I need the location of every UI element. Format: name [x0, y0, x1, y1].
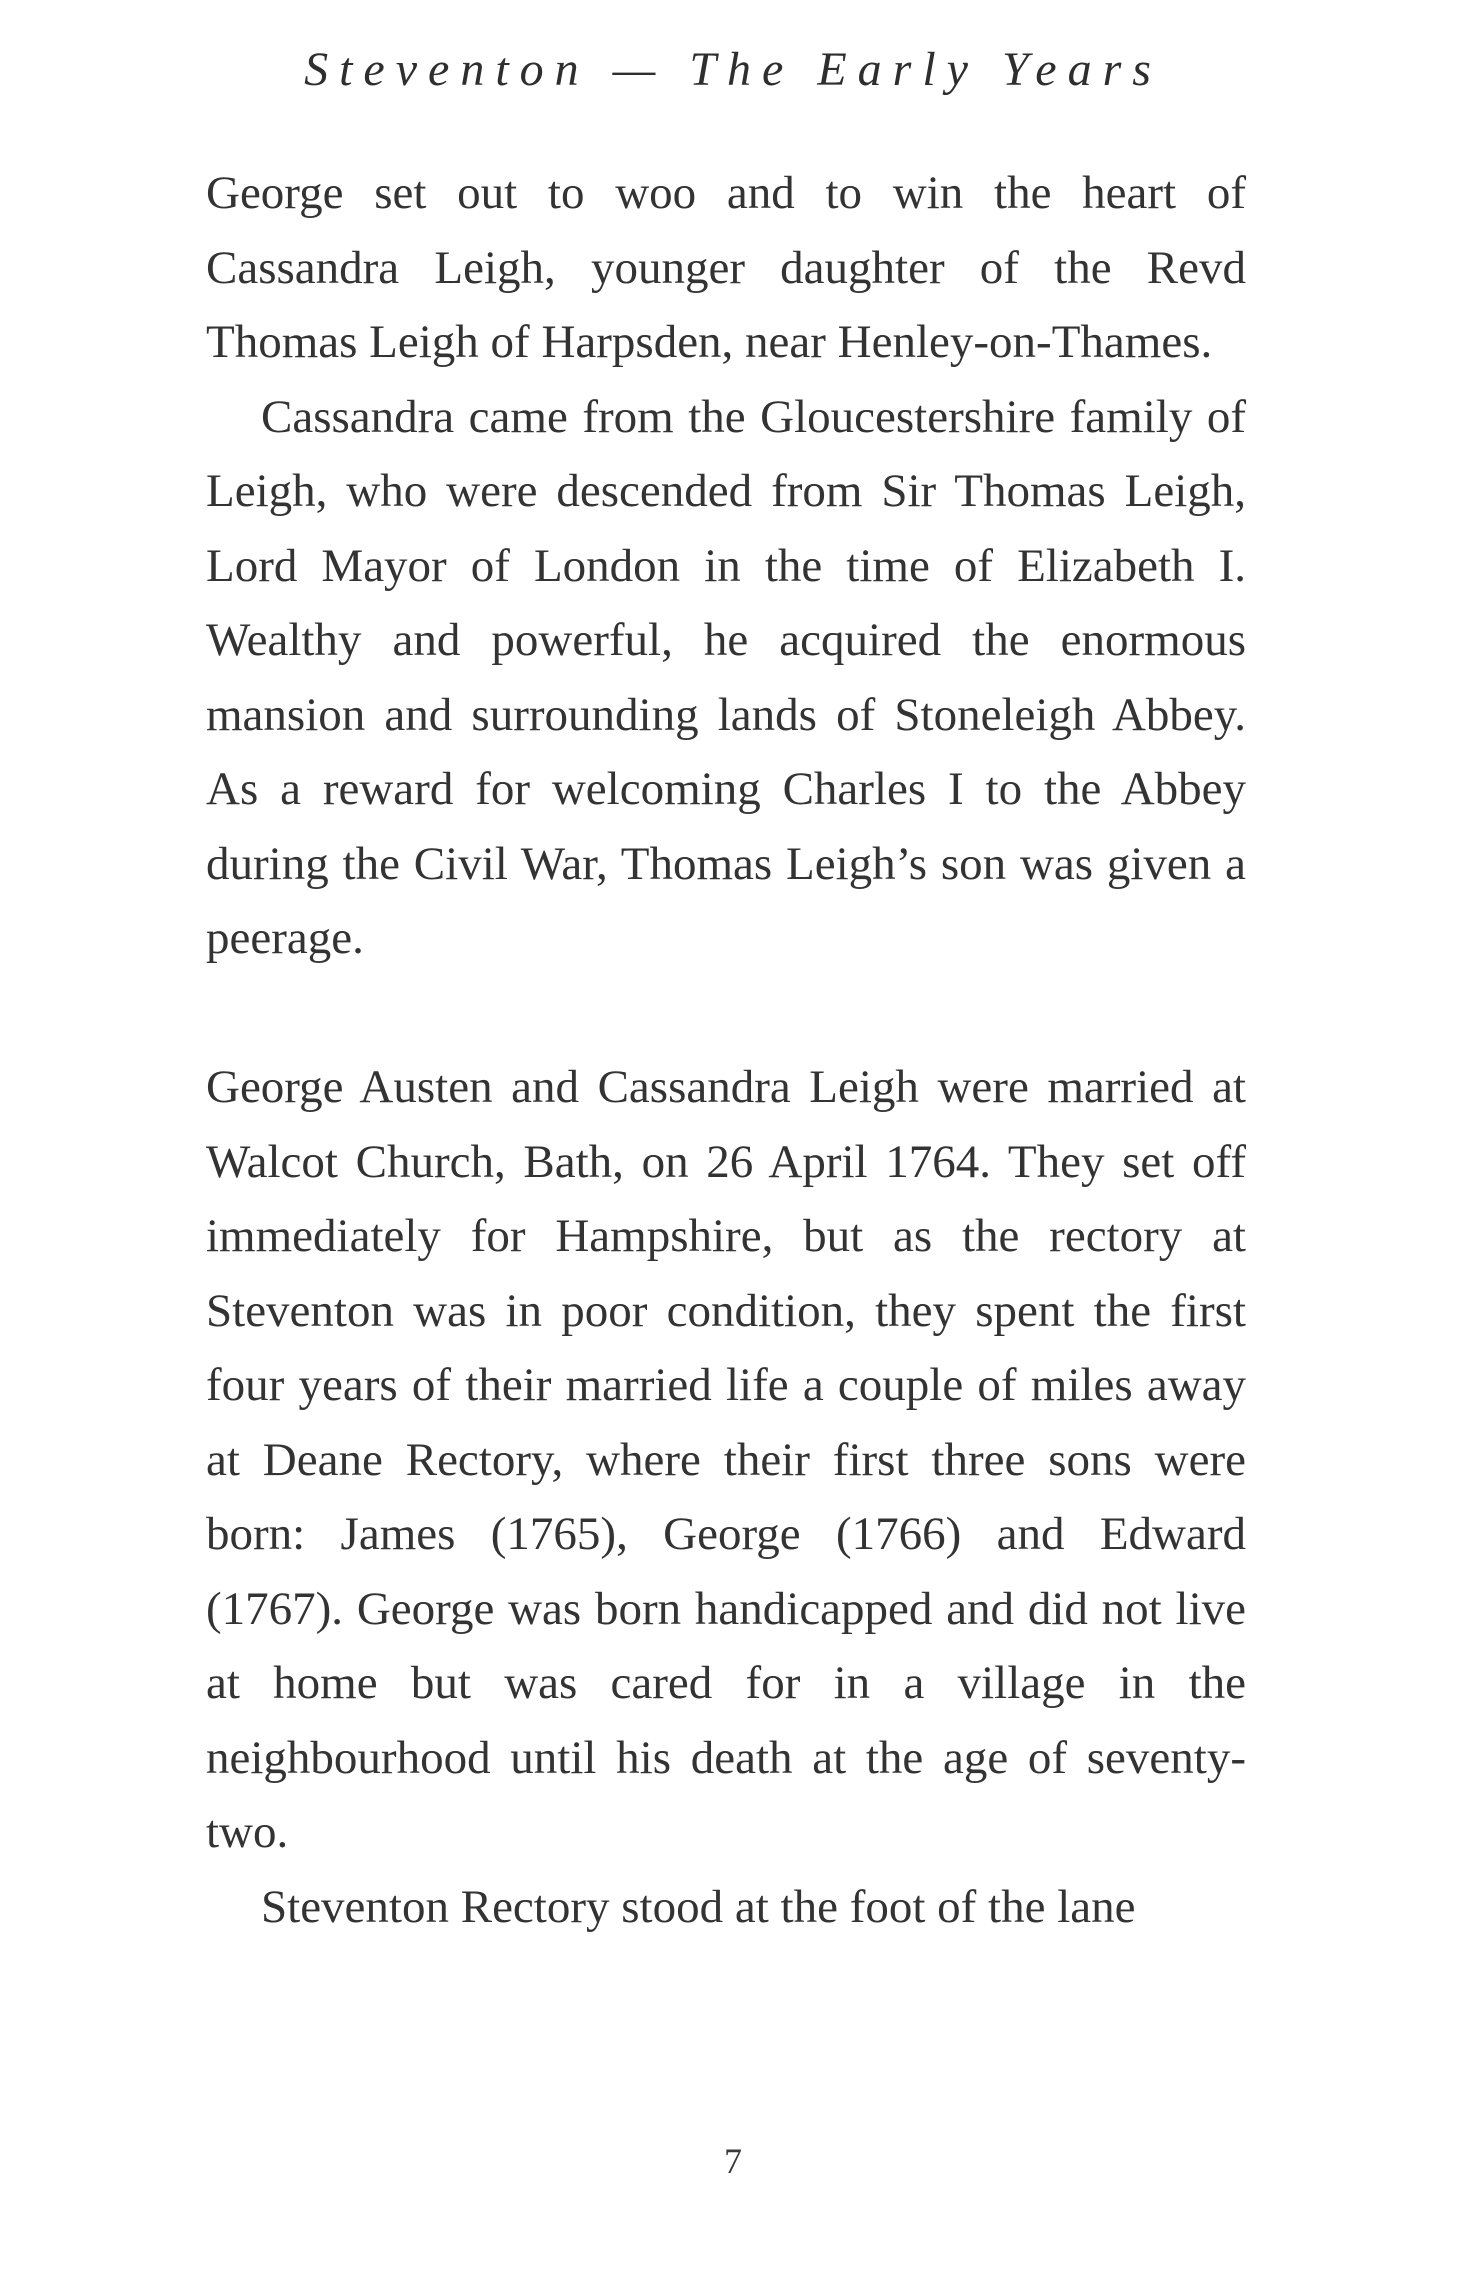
page-number: 7	[724, 2141, 742, 2181]
running-head: Steventon — The Early Years	[304, 43, 1162, 96]
paragraph-3: George Austen and Cassandra Leigh were married at Walcot Church, Bath, on 26 April 1764. They set off immediately for Hampshire, but as the rectory at Steventon was in poor condition, they spent the first four years of their married life a couple of miles away at Deane Rectory, where their first three sons were born: James (1765), George (1766) and Edward (1767). George was born handicapped and did not live at home but was cared for in a village in the neighbourhood until his death at the age of seventy-two.	[206, 1061, 1246, 1858]
body-text	[206, 156, 1246, 1944]
paragraph-2: Cassandra came from the Gloucestershire family of Leigh, who were descended from Sir Thomas Leigh, Lord Mayor of London in the time of Elizabeth I. Wealthy and powerful, he acquired the enormous mansion and surrounding lands of Stoneleigh Abbey. As a reward for welcoming Charles I to the Abbey during the Civil War, Thomas Leigh’s son was given a peerage.	[206, 390, 1246, 964]
paragraph-4: Steventon Rectory stood at the foot of the lane	[261, 1880, 1136, 1933]
paragraph-1: George set out to woo and to win the heart of Cassandra Leigh, younger daughter of the Revd Thomas Leigh of Harpsden, near Henley-on-Thames.	[206, 167, 1246, 368]
